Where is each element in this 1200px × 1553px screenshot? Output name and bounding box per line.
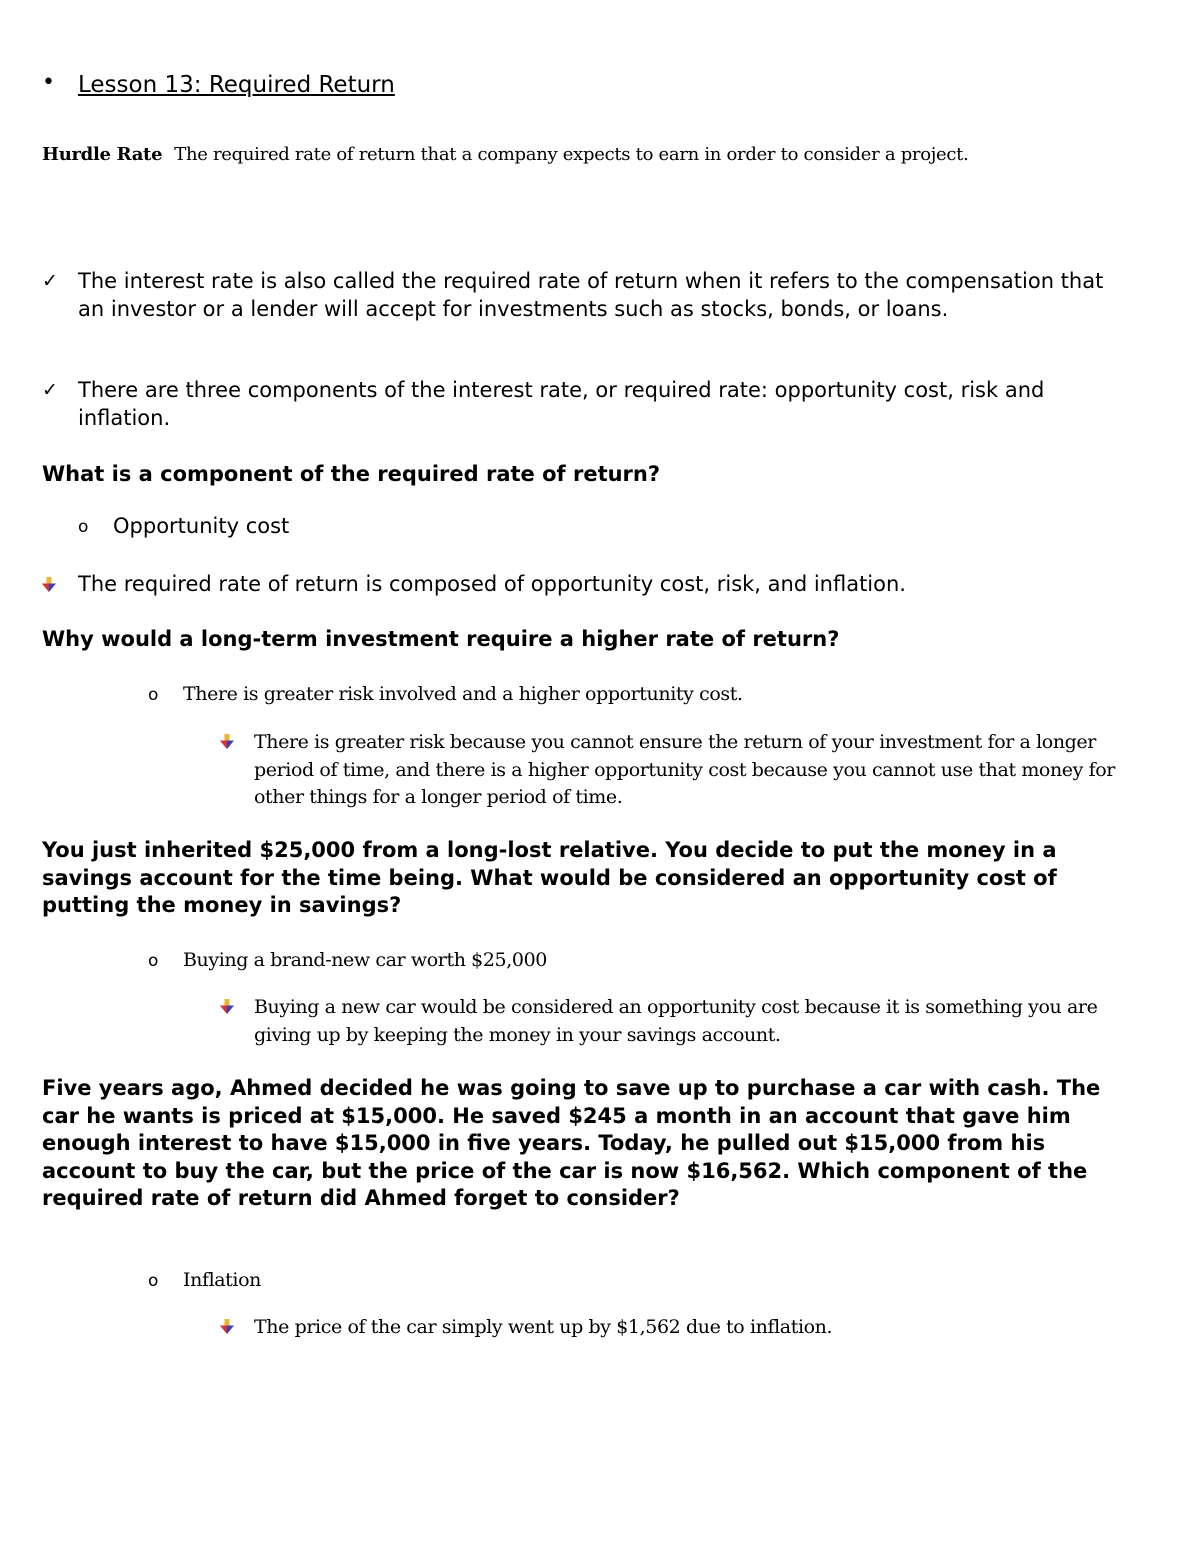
explanation-text: There is greater risk because you cannot ensure the return of your investment for a longer period of time, and there is a higher opportunity cost because you cannot use that money for other things for a longer period of time.: [254, 731, 1115, 808]
answer-text: Inflation: [183, 1269, 261, 1291]
arrow-down-icon: [220, 999, 234, 1015]
explanation-3: [220, 994, 1130, 1049]
explanation-2: [220, 729, 1130, 812]
explanation-text: The price of the car simply went up by $1,562 due to inflation.: [254, 1316, 833, 1338]
circle-bullet-icon: o: [148, 685, 159, 705]
question-4: Five years ago, Ahmed decided he was going to save up to purchase a car with cash. The car he wants is priced at $15,000. He saved $245 a month in an account that gave him enough interest to have $15,000 in five years. Today, he pulled out $15,000 from his account to buy the car, but the price of the car is now $16,562. Which component of the required rate of return did Ahmed forget to consider?: [42, 1076, 1101, 1210]
answer-text: Opportunity cost: [113, 514, 290, 538]
circle-bullet-icon: o: [78, 517, 89, 537]
arrow-down-icon: [220, 1319, 234, 1335]
circle-bullet-icon: o: [148, 951, 159, 971]
question-1: What is a component of the required rate of return?: [42, 462, 661, 486]
term: Hurdle Rate: [42, 144, 163, 165]
bullet-icon: •: [42, 70, 55, 95]
checkmark-icon: ✓: [42, 379, 58, 401]
check-point-1: [42, 268, 1132, 323]
explanation-text: Buying a new car would be considered an opportunity cost because it is something you are giving up by keeping the money in your savings account.: [254, 996, 1098, 1046]
arrow-down-icon: [42, 577, 56, 593]
answer-text: There is greater risk involved and a higher opportunity cost.: [183, 683, 743, 705]
lesson-title: Lesson 13: Required Return: [78, 72, 395, 98]
arrow-down-icon: [220, 734, 234, 750]
answer-text: Buying a brand-new car worth $25,000: [183, 949, 547, 971]
question-3: You just inherited $25,000 from a long-lost relative. You decide to put the money in a savings account for the time being. What would be considered an opportunity cost of putting the money in savings?: [42, 838, 1057, 917]
check-point-2: [42, 377, 1132, 432]
hurdle-rate-definition: [42, 144, 969, 165]
question-2: Why would a long-term investment require a higher rate of return?: [42, 627, 840, 651]
checkmark-icon: ✓: [42, 270, 58, 292]
explanation-text: The required rate of return is composed of opportunity cost, risk, and inflation.: [78, 572, 906, 596]
check-point-text: There are three components of the interest rate, or required rate: opportunity cost, risk and inflation.: [78, 378, 1045, 430]
check-point-text: The interest rate is also called the required rate of return when it refers to the compensation that an investor or a lender will accept for investments such as stocks, bonds, or loans.: [78, 269, 1104, 321]
explanation-4: [220, 1314, 1130, 1342]
circle-bullet-icon: o: [148, 1271, 159, 1291]
definition: The required rate of return that a company expects to earn in order to consider a project.: [174, 144, 969, 165]
